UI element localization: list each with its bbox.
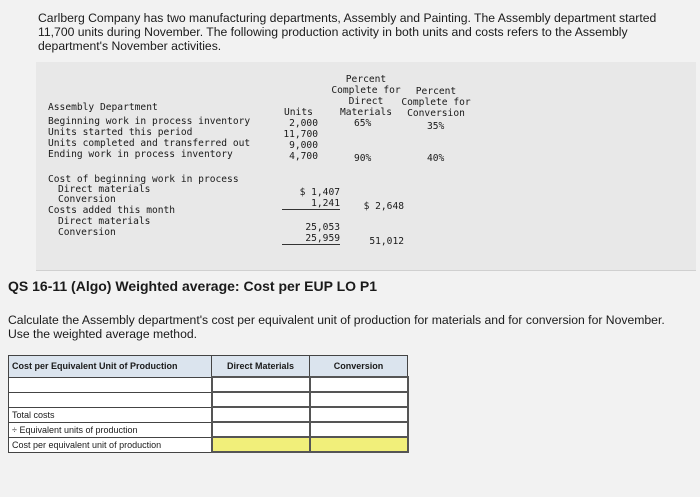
eup-direct-materials-input[interactable] xyxy=(212,422,310,437)
direct-materials-input[interactable] xyxy=(212,392,310,407)
row-conv-pct: 40% xyxy=(427,153,445,164)
total-costs-label: Total costs xyxy=(9,407,212,422)
direct-materials-input[interactable] xyxy=(212,377,310,392)
row-units: 4,700 xyxy=(289,151,318,162)
row-label: Units completed and transferred out xyxy=(48,138,251,149)
cost-beg-dm-label: Direct materials xyxy=(58,184,151,195)
cost-per-eup-label: Cost per equivalent unit of production xyxy=(9,437,212,452)
cost-added-conv-label: Conversion xyxy=(58,227,116,238)
cost-beg-total: $ 2,648 xyxy=(363,201,404,212)
cost-added-conv-value: 25,959 xyxy=(282,233,340,245)
cost-added-label: Costs added this month xyxy=(48,205,176,216)
total-costs-direct-materials-input[interactable] xyxy=(212,407,310,422)
cost-added-dm-label: Direct materials xyxy=(58,216,151,227)
answer-table xyxy=(8,355,409,453)
question-title: QS 16-11 (Algo) Weighted average: Cost per EUP LO P1 xyxy=(8,278,378,294)
dept-label: Assembly Department xyxy=(48,102,158,113)
row-mat-pct: 65% xyxy=(354,118,372,129)
row-label: Ending work in process inventory xyxy=(48,149,233,160)
cost-beg-conv-value: 1,241 xyxy=(282,198,340,210)
row-units: 9,000 xyxy=(289,140,318,151)
cost-per-eup-direct-materials-input[interactable] xyxy=(212,437,310,452)
cost-beg-conv-label: Conversion xyxy=(58,194,116,205)
conversion-input[interactable] xyxy=(310,377,408,392)
cost-beg-label: Cost of beginning work in process xyxy=(48,174,239,185)
question-text: Calculate the Assembly department's cost per equivalent unit of production for materials and for conversion for November. Use the weighted average method. xyxy=(8,313,665,341)
row-units: 2,000 xyxy=(289,118,318,129)
header-units: Units xyxy=(284,107,313,118)
row-conv-pct: 35% xyxy=(427,121,445,132)
answer-table-header: Cost per Equivalent Unit of Production xyxy=(9,356,212,378)
equivalent-units-label: ÷ Equivalent units of production xyxy=(9,422,212,437)
blank-label-cell xyxy=(9,377,212,392)
cost-added-dm-value: 25,053 xyxy=(305,222,340,233)
row-label: Beginning work in process inventory xyxy=(48,116,251,127)
col-header-conversion: Conversion xyxy=(310,356,408,378)
eup-conversion-input[interactable] xyxy=(310,422,408,437)
conversion-input[interactable] xyxy=(310,392,408,407)
header-pct-conversion: Percent Complete for Conversion xyxy=(401,86,471,119)
cost-per-eup-conversion-input[interactable] xyxy=(310,437,408,452)
blank-label-cell xyxy=(9,392,212,407)
cost-added-total: 51,012 xyxy=(369,236,404,247)
row-mat-pct: 90% xyxy=(354,153,372,164)
col-header-direct-materials: Direct Materials xyxy=(212,356,310,378)
problem-intro: Carlberg Company has two manufacturing departments, Assembly and Painting. The Assembly department started 11,700 units during November. The following production activity in both units and costs refers to the Assembly department's November activities. xyxy=(38,11,657,53)
total-costs-conversion-input[interactable] xyxy=(310,407,408,422)
row-label: Units started this period xyxy=(48,127,193,138)
row-units: 11,700 xyxy=(283,129,318,140)
header-pct-materials: Percent Complete for Direct Materials xyxy=(331,74,401,118)
cost-beg-dm-value: $ 1,407 xyxy=(299,187,340,198)
